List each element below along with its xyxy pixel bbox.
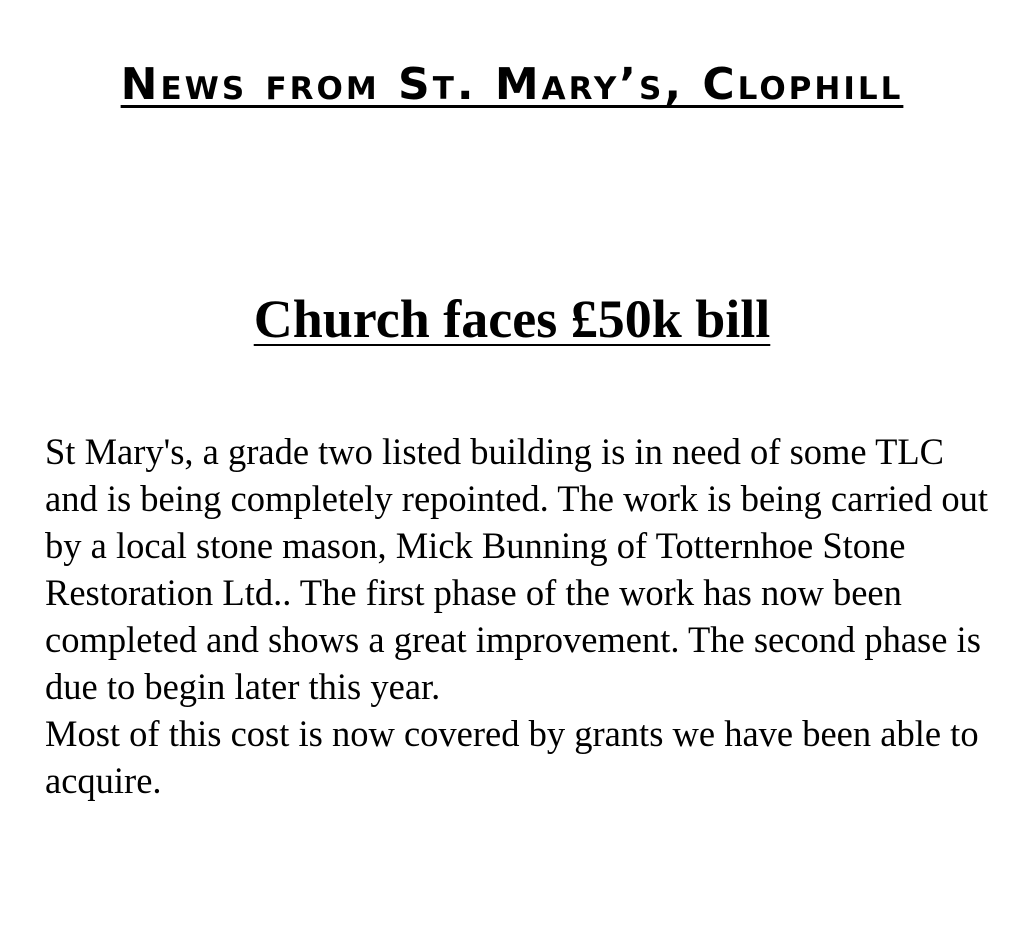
article-paragraph: Most of this cost is now covered by grants we have been able to acquire. <box>45 713 979 801</box>
masthead-title-text: News from St. Mary’s, Clophill <box>120 59 904 110</box>
article-headline-text: Church faces £50k bill <box>253 289 771 349</box>
masthead-title <box>120 50 904 120</box>
article-body <box>45 428 990 804</box>
article-paragraph: St Mary's, a grade two listed building is in need of some TLC and is being completely repointed. The work is being carried out by a local stone mason, Mick Bunning of Totternhoe Stone Restoration Ltd.. The first phase of the work has now been completed and shows a great improvement. The second phase is due to begin later this year. <box>45 431 988 707</box>
article-headline <box>0 284 1024 354</box>
